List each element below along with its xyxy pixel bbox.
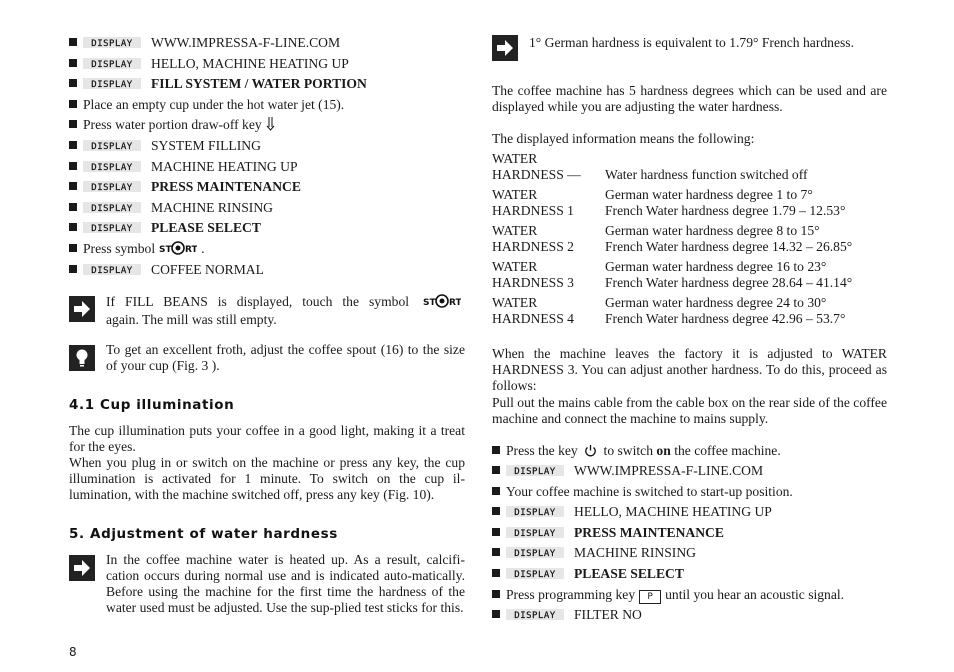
step-text: PRESS MAINTENANCE — [574, 524, 724, 540]
svg-text:RT: RT — [185, 245, 198, 255]
hardness-label: WATER — [492, 259, 538, 274]
cup-illumination-text: The cup illumination puts your coffee in a good light, making it a treat for the eyes. When you plug in or switch on the machine or press any key, the cup illumination is activated for 1 minute. To switch on the cup il-lumination, with the machine switched off, press any key (Fig. 10). — [69, 423, 465, 502]
hardness-desc: French Water hardness degree 14.32 – 26.85° — [605, 239, 853, 254]
bullet — [492, 466, 500, 474]
step-item — [69, 35, 340, 51]
meaning-text: The displayed information means the following: — [492, 131, 755, 146]
hardness-label: WATER — [492, 151, 538, 166]
section-title-water-hardness: 5. Adjustment of water hardness — [69, 526, 338, 542]
step-item — [492, 484, 793, 500]
bullet — [69, 244, 77, 252]
display-icon — [506, 568, 564, 579]
display-icon — [83, 78, 141, 89]
step-display-filter: DISPLAY FILTER NO — [492, 607, 642, 623]
display-icon — [83, 202, 141, 213]
note-conversion: 1° German hardness is equivalent to 1.79° French hardness. — [529, 35, 854, 50]
bullet — [492, 487, 500, 495]
display-icon — [506, 547, 564, 558]
lightbulb-icon — [69, 345, 95, 371]
programming-key-icon: P — [639, 590, 661, 604]
bullet — [492, 507, 500, 515]
svg-text:DISPLAY: DISPLAY — [91, 224, 133, 234]
svg-text:ST: ST — [159, 245, 172, 255]
svg-text:DISPLAY: DISPLAY — [514, 528, 556, 538]
step-item — [69, 220, 261, 236]
display-icon — [506, 506, 564, 517]
step-text: COFFEE NORMAL — [151, 261, 264, 277]
step-item — [69, 97, 344, 113]
svg-text:RT: RT — [449, 298, 462, 308]
bullet — [69, 59, 77, 67]
tip-froth: To get an excellent froth, adjust the coffee spout (16) to the size of your cup (Fig. 3 ). — [106, 342, 465, 373]
display-icon — [83, 37, 141, 48]
hardness-row — [492, 223, 892, 259]
display-icon — [506, 609, 564, 620]
power-icon — [584, 444, 597, 461]
step-item — [69, 138, 261, 154]
display-icon — [83, 161, 141, 172]
step-item — [492, 463, 763, 479]
bullet — [492, 590, 500, 598]
step-text: PLEASE SELECT — [574, 566, 684, 581]
svg-text:DISPLAY: DISPLAY — [514, 549, 556, 559]
display-icon — [83, 181, 141, 192]
arrow-icon — [492, 35, 518, 61]
display-icon — [506, 527, 564, 538]
bullet — [69, 203, 77, 211]
bullet — [492, 548, 500, 556]
hardness-desc: German water hardness degree 16 to 23° — [605, 259, 827, 274]
display-icon — [83, 222, 141, 233]
bullet — [69, 182, 77, 190]
step-text: MACHINE RINSING — [151, 199, 273, 215]
svg-text:DISPLAY: DISPLAY — [514, 570, 556, 579]
note-calcification: In the coffee machine water is heated up. As a result, calcifi-cation occurs during normal use and is indicated auto-matically. Before using the machine for the first time the hardness of the water used must be adjusted. Use the sup-plied test sticks for this. — [106, 552, 465, 615]
period: . — [201, 241, 205, 256]
step-item — [69, 179, 301, 195]
step-text: PLEASE SELECT — [151, 220, 261, 236]
step-text: Your coffee machine is switched to start-up position. — [506, 483, 793, 499]
step-text: WWW.IMPRESSA-F-LINE.COM — [574, 463, 764, 478]
bullet — [69, 100, 77, 108]
step-text: PRESS MAINTENANCE — [151, 179, 301, 195]
section-title-cup-illumination: 4.1 Cup illumination — [69, 397, 235, 413]
hardness-desc: German water hardness degree 24 to 30° — [605, 295, 827, 310]
bullet — [492, 446, 500, 454]
bullet — [69, 265, 77, 273]
step-item — [492, 525, 724, 541]
hardness-row — [492, 259, 892, 295]
step-press-programming: Press programming key P until you hear an acoustic signal. — [492, 587, 844, 604]
step-item — [492, 566, 684, 582]
step-text: SYSTEM FILLING — [151, 138, 261, 153]
note-fill-beans: If FILL BEANS is displayed, touch the symbol ST RT again. The mill was still empty. — [106, 294, 462, 327]
hardness-row — [492, 187, 892, 223]
svg-text:DISPLAY: DISPLAY — [91, 142, 133, 151]
step-item — [69, 262, 264, 278]
hardness-label: HARDNESS 4 — [492, 311, 574, 326]
hardness-desc: French Water hardness degree 42.96 – 53.7° — [605, 311, 846, 326]
start-symbol-icon — [159, 241, 197, 259]
hardness-desc: German water hardness degree 8 to 15° — [605, 223, 820, 238]
display-icon — [506, 465, 564, 476]
bullet — [69, 141, 77, 149]
bullet — [492, 569, 500, 577]
step-text: Place an empty cup under the hot water jet (15). — [83, 96, 345, 112]
step-item — [492, 545, 696, 561]
page-number: 8 — [69, 645, 77, 659]
bullet — [69, 120, 77, 128]
bullet — [69, 38, 77, 46]
svg-text:DISPLAY: DISPLAY — [91, 80, 133, 90]
step-text: Press symbol — [83, 241, 156, 256]
step-item — [69, 117, 275, 135]
hardness-desc: French Water hardness degree 1.79 – 12.53° — [605, 203, 846, 218]
hardness-table — [492, 151, 892, 331]
step-press-power: Press the key to switch on the coffee machine. — [492, 443, 781, 461]
step-text: Press water portion draw-off key — [83, 117, 262, 133]
hardness-label: WATER — [492, 187, 538, 202]
step-item — [69, 159, 298, 175]
hardness-desc: French Water hardness degree 28.64 – 41.14° — [605, 275, 853, 290]
step-item — [69, 200, 273, 216]
hardness-desc: Water hardness function switched off — [605, 167, 808, 182]
arrow-icon — [69, 555, 95, 581]
hardness-label: WATER — [492, 223, 538, 238]
step-text: HELLO, MACHINE HEATING UP — [151, 55, 349, 71]
svg-text:DISPLAY: DISPLAY — [91, 265, 133, 275]
svg-text:DISPLAY: DISPLAY — [91, 162, 133, 172]
display-icon — [83, 140, 141, 151]
svg-text:DISPLAY: DISPLAY — [91, 59, 133, 69]
svg-text:ST: ST — [423, 298, 436, 308]
hardness-label: WATER — [492, 295, 538, 310]
svg-text:DISPLAY: DISPLAY — [91, 183, 133, 193]
pull-cable-text: Pull out the mains cable from the cable box on the rear side of the coffee machine and connect the machine to mains supply. — [492, 395, 887, 426]
bullet — [69, 223, 77, 231]
water-drop-key-icon — [266, 117, 275, 135]
bullet — [69, 79, 77, 87]
step-text: MACHINE HEATING UP — [151, 158, 298, 174]
step-item — [492, 504, 772, 520]
svg-text:DISPLAY: DISPLAY — [514, 467, 556, 476]
step-text: WWW.IMPRESSA-F-LINE.COM — [151, 35, 341, 50]
display-icon — [83, 58, 141, 69]
step-text: FILL SYSTEM / WATER PORTION — [151, 76, 367, 92]
step-item — [69, 241, 205, 259]
step-item — [69, 76, 367, 92]
hardness-desc — [605, 151, 905, 167]
svg-text:DISPLAY: DISPLAY — [514, 508, 556, 518]
hardness-row — [492, 151, 892, 187]
hardness-row — [492, 295, 892, 331]
start-symbol-icon — [423, 294, 461, 312]
hardness-label: HARDNESS — — [492, 167, 581, 182]
hardness-intro: The coffee machine has 5 hardness degrees which can be used and are displayed while you are adjusting the water hardness. — [492, 83, 887, 114]
step-item — [69, 56, 349, 72]
svg-text:DISPLAY: DISPLAY — [514, 611, 556, 620]
step-text: HELLO, MACHINE HEATING UP — [574, 504, 772, 520]
hardness-label: HARDNESS 1 — [492, 203, 574, 218]
svg-text:DISPLAY: DISPLAY — [91, 203, 133, 213]
step-text: MACHINE RINSING — [574, 545, 696, 561]
display-icon — [83, 264, 141, 275]
bullet — [492, 610, 500, 618]
hardness-desc: German water hardness degree 1 to 7° — [605, 187, 813, 202]
bullet — [69, 162, 77, 170]
factory-text: When the machine leaves the factory it is adjusted to WATER HARDNESS 3. You can adjust another hardness. To do this, proceed as follows: — [492, 346, 887, 393]
hardness-label: HARDNESS 3 — [492, 275, 574, 290]
bullet — [492, 528, 500, 536]
arrow-icon — [69, 296, 95, 322]
hardness-label: HARDNESS 2 — [492, 239, 574, 254]
svg-text:DISPLAY: DISPLAY — [91, 39, 133, 48]
